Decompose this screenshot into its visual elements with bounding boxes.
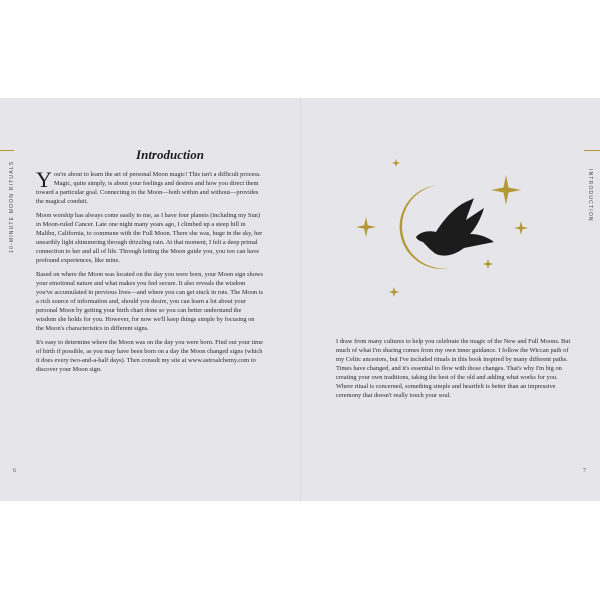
right-page-body [336, 337, 572, 400]
moon-raven-illustration [350, 150, 540, 300]
sparkle-star-icon [483, 259, 493, 269]
gutter [300, 98, 301, 501]
paragraph-1 [36, 167, 263, 206]
running-head-rule-left [0, 150, 14, 151]
sparkle-star-icon [389, 287, 399, 297]
raven-icon [416, 198, 494, 256]
sparkle-star-icon [356, 217, 376, 237]
sparkle-star-icon [514, 221, 528, 235]
paragraph-3: Based on where the Moon was located on the day you were born, your Moon sign shows your emotional nature and what makes you feel secure. It also reveals the wisdom you've accumulated in previous lives—and where you can get stuck in ruts. The Moon is a rich source of information and, should you desire, you can learn a lot about your personal Moon by getting your birth chart done so you can better understand the wisdom she holds for you. However, for now we'll keep things simple by focusing on the Moon's characteristics in different signs. [36, 271, 264, 332]
running-head-left: 10-MINUTE MOON RITUALS [9, 160, 15, 254]
right-paragraph-1: I draw from many cultures to help you celebrate the magic of the New and Full Moons. But much of what I'm sharing comes from my own inner guidance. I follow the Wiccan path of my Celtic ancestors, but I've included rituals in this book inspired by many different paths. Times have changed, and it's essential to flow with those changes. That's why I'm big on creating your own traditions, taking the best of the old and adding what works for you. Where ritual is concerned, something simple and heartfelt is better than an impressive ceremony that doesn't really touch your soul. [336, 338, 571, 399]
paragraph-4: It's easy to determine where the Moon was on the day you were born. Find out your time of birth if possible, as you may have been born on a day the Moon changed signs (which it does every two-and-a-half days). Then consult my site at www.astroalchemy.com to discover your Moon sign. [36, 339, 263, 373]
running-head-rule-right [584, 150, 600, 151]
sparkle-star-icon [392, 159, 400, 167]
drop-cap: Y [36, 167, 52, 192]
running-head-right: INTRODUCTION [587, 168, 593, 222]
left-page-body [36, 167, 264, 379]
page-number-right: 7 [583, 468, 586, 474]
page-number-left: 6 [13, 468, 16, 474]
paragraph-2: Moon worship has always come easily to me, as I have four planets (including my Sun) in Moon-ruled Cancer. Late one night many years ago, I climbed up a steep hill in Malibu, California, to commune with the Full Moon. There she was, huge in the sky, her unearthly light shimmering through drizzling rain. At that moment, I felt a deep primal connection to her and all of life. Through letting the Moon guide you, you too can have profound experiences, like mine. [36, 212, 263, 264]
page-title: Introduction [136, 147, 204, 162]
paragraph-1-text: ou're about to learn the art of personal Moon magic! This isn't a difficult process. Magic, quite simply, is about your feelings and desires and how you direct them toward a particular goal. Connecting to the Moon—both within and without—provides the magical conduit. [36, 171, 261, 205]
sparkle-star-icon [491, 175, 521, 205]
